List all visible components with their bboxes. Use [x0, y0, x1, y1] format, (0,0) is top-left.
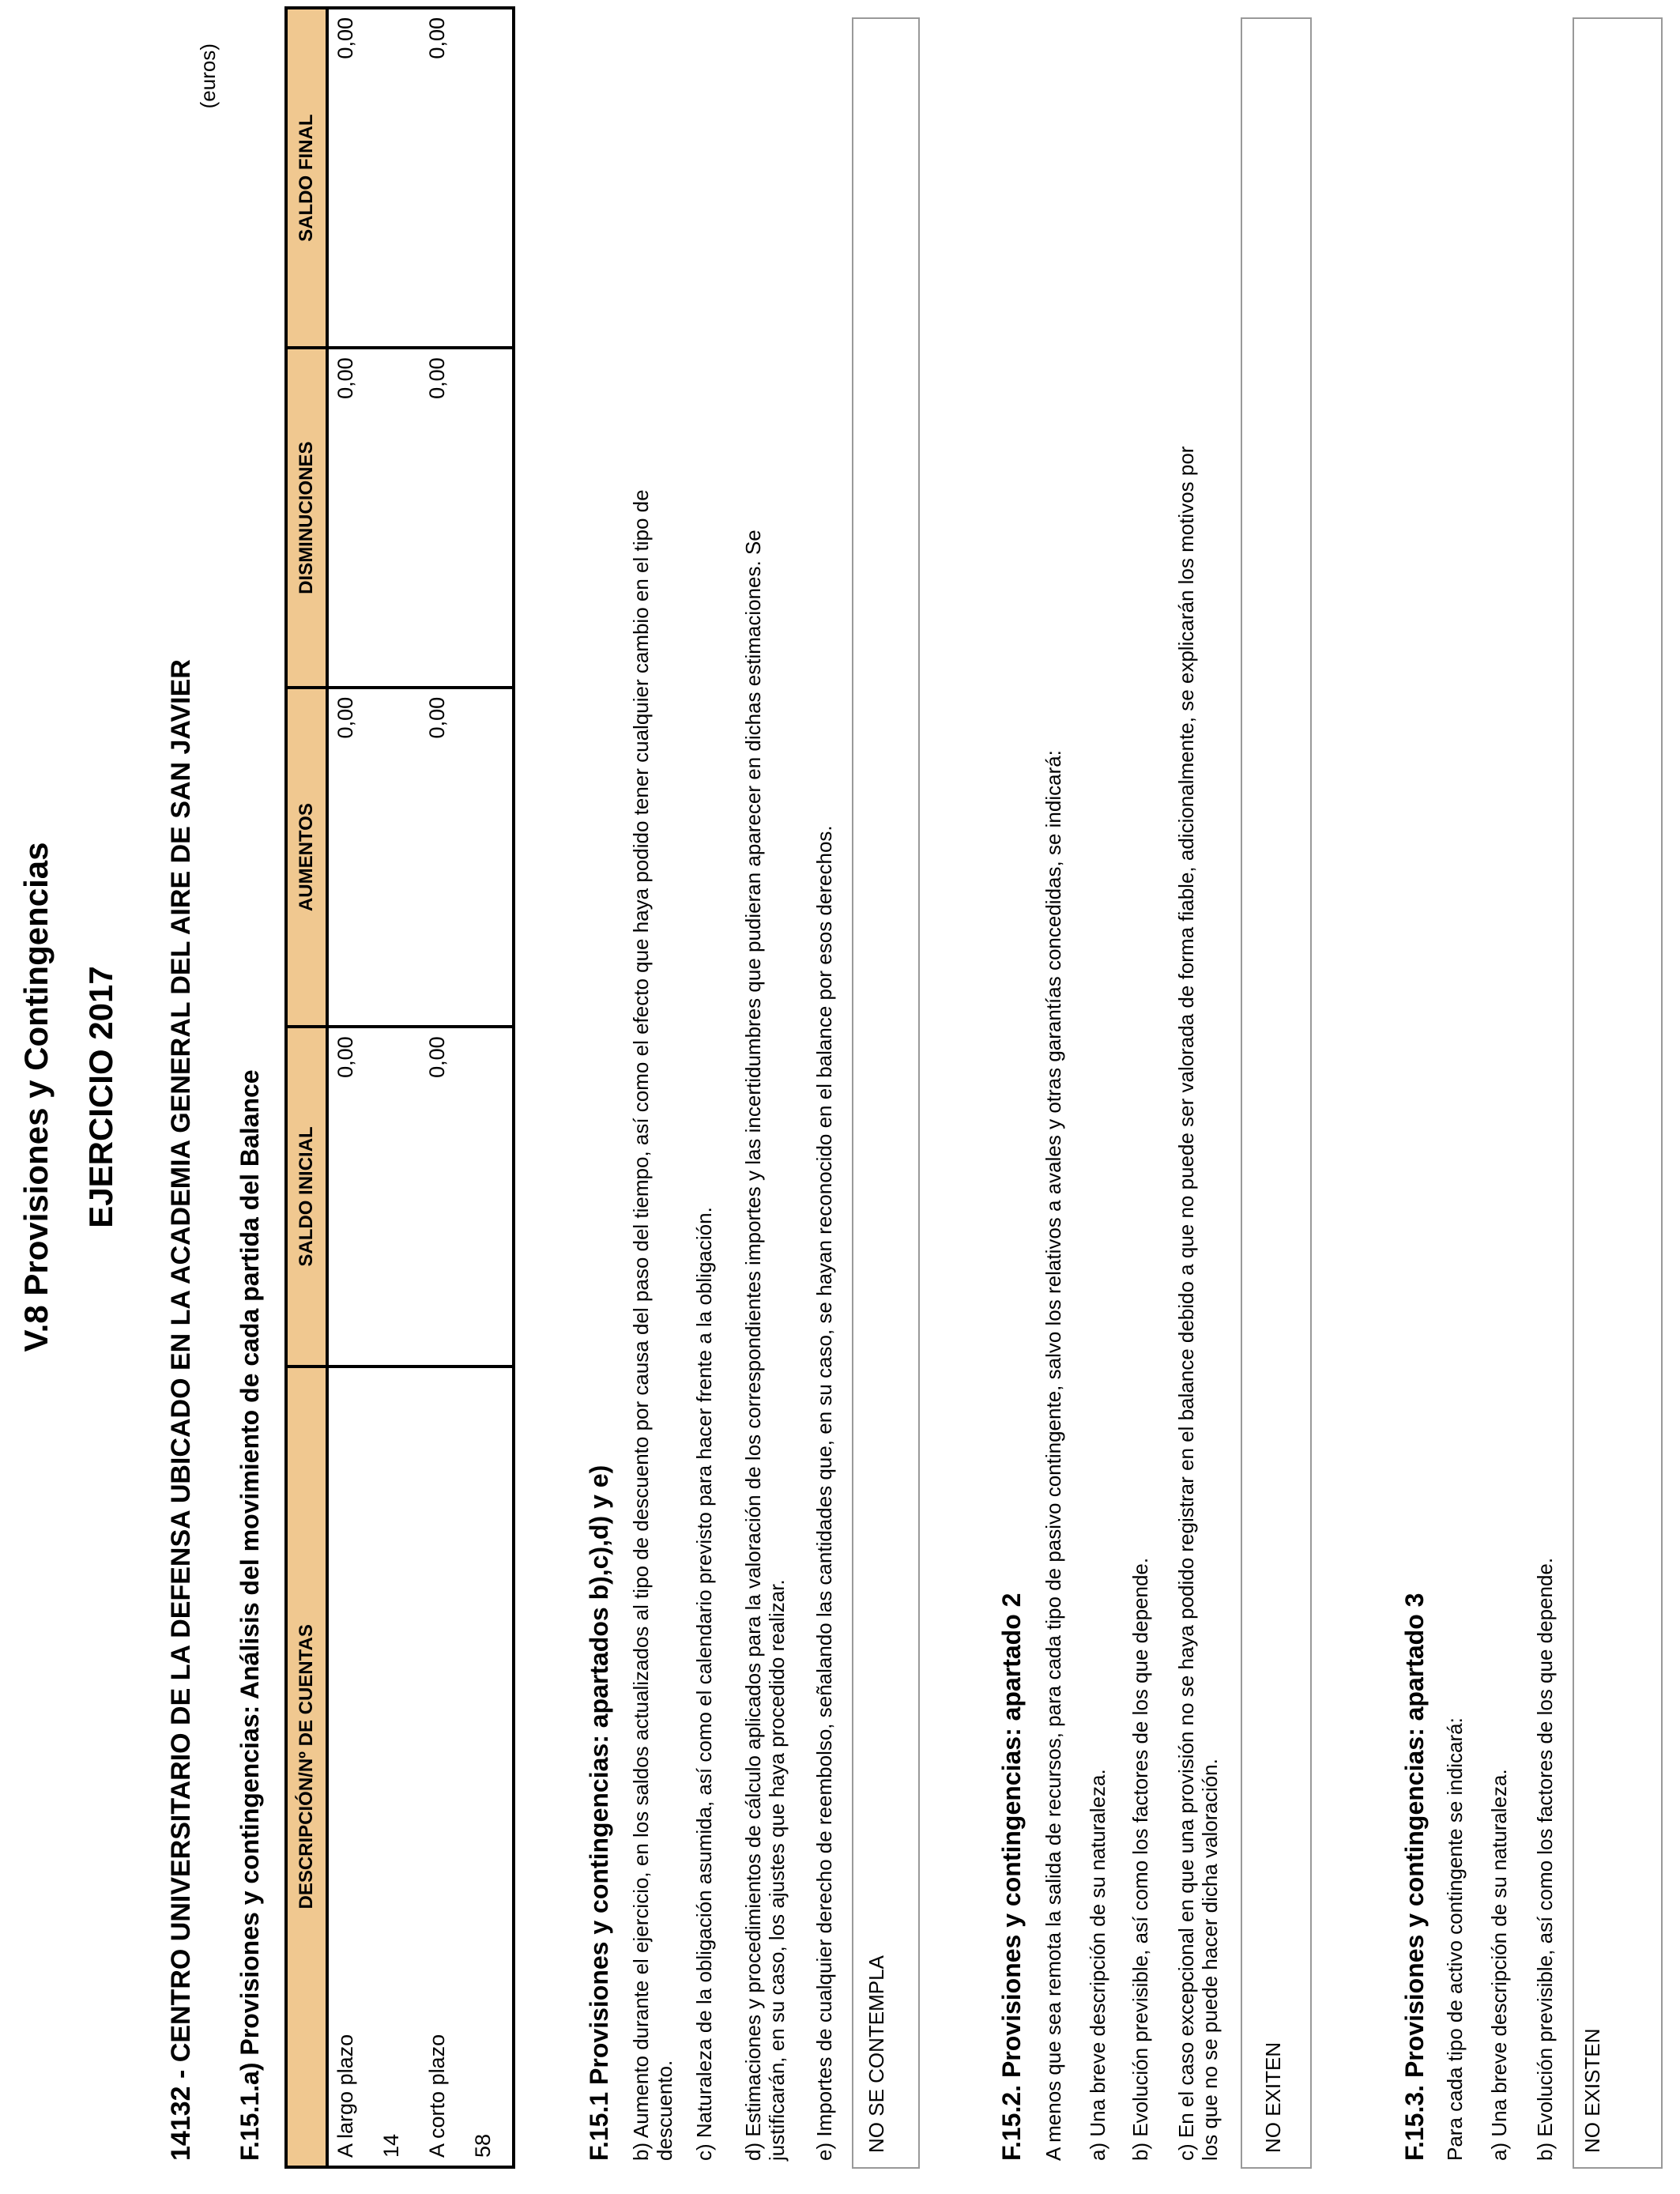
row-description: A corto plazo — [420, 1367, 466, 2167]
section-f151a-title: F.15.1.a) Provisiones y contingencias: Análisis del movimiento de cada partida del Balance — [235, 1069, 264, 2161]
row-account-code: 14 — [375, 1367, 420, 2167]
f153-item-b: b) Evolución previsible, así como los factores de los que depende. — [1533, 1557, 1557, 2161]
cell-disminuciones: 0,00 — [327, 348, 375, 688]
table-header-row — [286, 8, 327, 2167]
cell-aumentos: 0,00 — [420, 688, 466, 1027]
f152-answer: NO EXITEN — [1261, 2041, 1285, 2153]
col-header-description: DESCRIPCIÓN/Nº DE CUENTAS — [286, 1367, 327, 2167]
table-row-code — [466, 8, 514, 2167]
f151-item-e: e) Importes de cualquier derecho de reembolso, señalando las cantidades que, en su caso, se hayan reconocido en el balance por esos derechos. — [812, 825, 836, 2161]
fiscal-year: EJERCICIO 2017 — [82, 966, 119, 1228]
section-f152-title: F.15.2. Provisiones y contingencias: apartado 2 — [997, 1593, 1026, 2161]
col-header-disminuciones: DISMINUCIONES — [286, 348, 327, 688]
table-row — [327, 8, 375, 2167]
movements-table — [284, 6, 515, 2169]
f152-item-c-cont: los que no se puede hacer dicha valoración. — [1198, 1759, 1222, 2161]
table-row — [420, 8, 466, 2167]
section-f153-title: F.15.3. Provisiones y contingencias: apartado 3 — [1400, 1593, 1429, 2161]
col-header-saldo-final: SALDO FINAL — [286, 8, 327, 348]
f151-item-d: d) Estimaciones y procedimientos de cálculo aplicados para la valoración de los correspondientes importes y las incertidumbres que pudieran aparecer en dichas estimaciones. Se — [741, 530, 765, 2161]
col-header-aumentos: AUMENTOS — [286, 688, 327, 1027]
f153-answer-box — [1573, 17, 1663, 2169]
f152-item-a: a) Una breve descripción de su naturaleza. — [1086, 1769, 1109, 2161]
f152-item-b: b) Evolución previsible, así como los factores de los que depende. — [1128, 1557, 1152, 2161]
f152-item-c: c) En el caso excepcional en que una provisión no se haya podido registrar en el balance debido a que no puede ser valorada de forma fiable, adicionalmente, se explicarán los motivos por — [1174, 446, 1198, 2161]
f151-item-b: b) Aumento durante el ejercicio, en los saldos actualizados al tipo de descuento por causa del paso del tiempo, así como el efecto que haya podido tener cualquier cambio en el tipo de — [629, 489, 653, 2161]
f151-item-c: c) Naturaleza de la obligación asumida, así como el calendario previsto para hacer frente a la obligación. — [692, 1207, 716, 2161]
f151-answer-box — [852, 17, 920, 2169]
f153-intro: Para cada tipo de activo contingente se indicará: — [1443, 1717, 1467, 2161]
f153-item-a: a) Una breve descripción de su naturaleza. — [1487, 1769, 1511, 2161]
cell-saldo-inicial: 0,00 — [420, 1027, 466, 1366]
units-label: (euros) — [196, 43, 220, 109]
f153-answer: NO EXISTEN — [1580, 2028, 1604, 2153]
col-header-saldo-inicial: SALDO INICIAL — [286, 1027, 327, 1366]
f152-answer-box — [1241, 17, 1312, 2169]
page-title: V.8 Provisiones y Contingencias — [17, 842, 55, 1352]
cell-saldo-final: 0,00 — [327, 8, 375, 348]
f151-item-d-cont: justificarán, en su caso, los ajustes que haya procedido realizar. — [765, 1579, 789, 2161]
section-f151-title: F.15.1 Provisiones y contingencias: apartados b),c),d) y e) — [585, 1465, 613, 2161]
row-account-code: 58 — [466, 1367, 514, 2167]
f151-item-b-cont: descuento. — [653, 2060, 676, 2161]
f152-intro: A menos que sea remota la salida de recursos, para cada tipo de pasivo contingente, salvo los relativos a avales y otras garantías concedidas, se indicará: — [1042, 750, 1065, 2161]
table-row-code — [375, 8, 420, 2167]
cell-disminuciones: 0,00 — [420, 348, 466, 688]
cell-saldo-final: 0,00 — [420, 8, 466, 348]
entity-heading: 14132 - CENTRO UNIVERSITARIO DE LA DEFENSA UBICADO EN LA ACADEMIA GENERAL DEL AIRE DE SAN JAVIER — [166, 659, 196, 2161]
cell-aumentos: 0,00 — [327, 688, 375, 1027]
f151-answer: NO SE CONTEMPLA — [864, 1955, 888, 2153]
cell-saldo-inicial: 0,00 — [327, 1027, 375, 1366]
row-description: A largo plazo — [327, 1367, 375, 2167]
